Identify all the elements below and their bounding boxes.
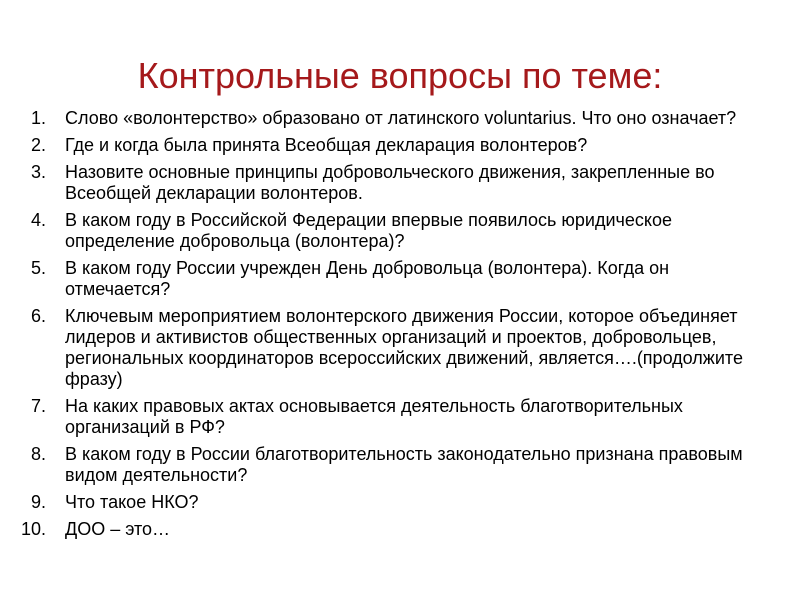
question-number: 7. [30, 396, 46, 416]
question-item [0, 258, 765, 300]
question-number: 10. [20, 519, 46, 539]
question-number: 9. [30, 492, 46, 512]
question-number: 2. [30, 135, 46, 155]
question-number: 8. [30, 444, 46, 464]
question-item [0, 519, 765, 540]
questions-list [0, 108, 800, 546]
question-number: 5. [30, 258, 46, 278]
question-number: 1. [30, 108, 46, 128]
question-number: 3. [30, 162, 46, 182]
question-number: 6. [30, 306, 46, 326]
question-item [0, 492, 765, 513]
question-text: В каком году в России благотворительность законодательно признана правовым видом деятельности? [65, 444, 743, 485]
question-text: Что такое НКО? [65, 492, 199, 512]
question-text: В каком году России учрежден День добровольца (волонтера). Когда он отмечается? [65, 258, 670, 299]
question-text: На каких правовых актах основывается деятельность благотворительных организаций в РФ? [65, 396, 683, 437]
question-text: Назовите основные принципы добровольческого движения, закрепленные во Всеобщей декларации волонтеров. [65, 162, 715, 203]
question-item [0, 210, 765, 252]
question-item [0, 108, 765, 129]
question-item [0, 162, 765, 204]
slide-title: Контрольные вопросы по теме: [137, 55, 663, 96]
question-text: ДОО – это… [65, 519, 171, 539]
question-number: 4. [30, 210, 46, 230]
question-text: Ключевым мероприятием волонтерского движения России, которое объединяет лидеров и активистов общественных организаций и проектов, добровольцев, региональных координаторов всероссийских движений, является….(продолжите фразу) [65, 306, 743, 389]
question-text: Где и когда была принята Всеобщая декларация волонтеров? [65, 135, 588, 155]
question-item [0, 396, 765, 438]
question-item [0, 444, 765, 486]
question-text: В каком году в Российской Федерации впервые появилось юридическое определение добровольца (волонтера)? [65, 210, 673, 251]
question-text: Слово «волонтерство» образовано от латинского voluntarius. Что оно означает? [65, 108, 737, 128]
question-item [0, 135, 765, 156]
question-item [0, 306, 765, 390]
